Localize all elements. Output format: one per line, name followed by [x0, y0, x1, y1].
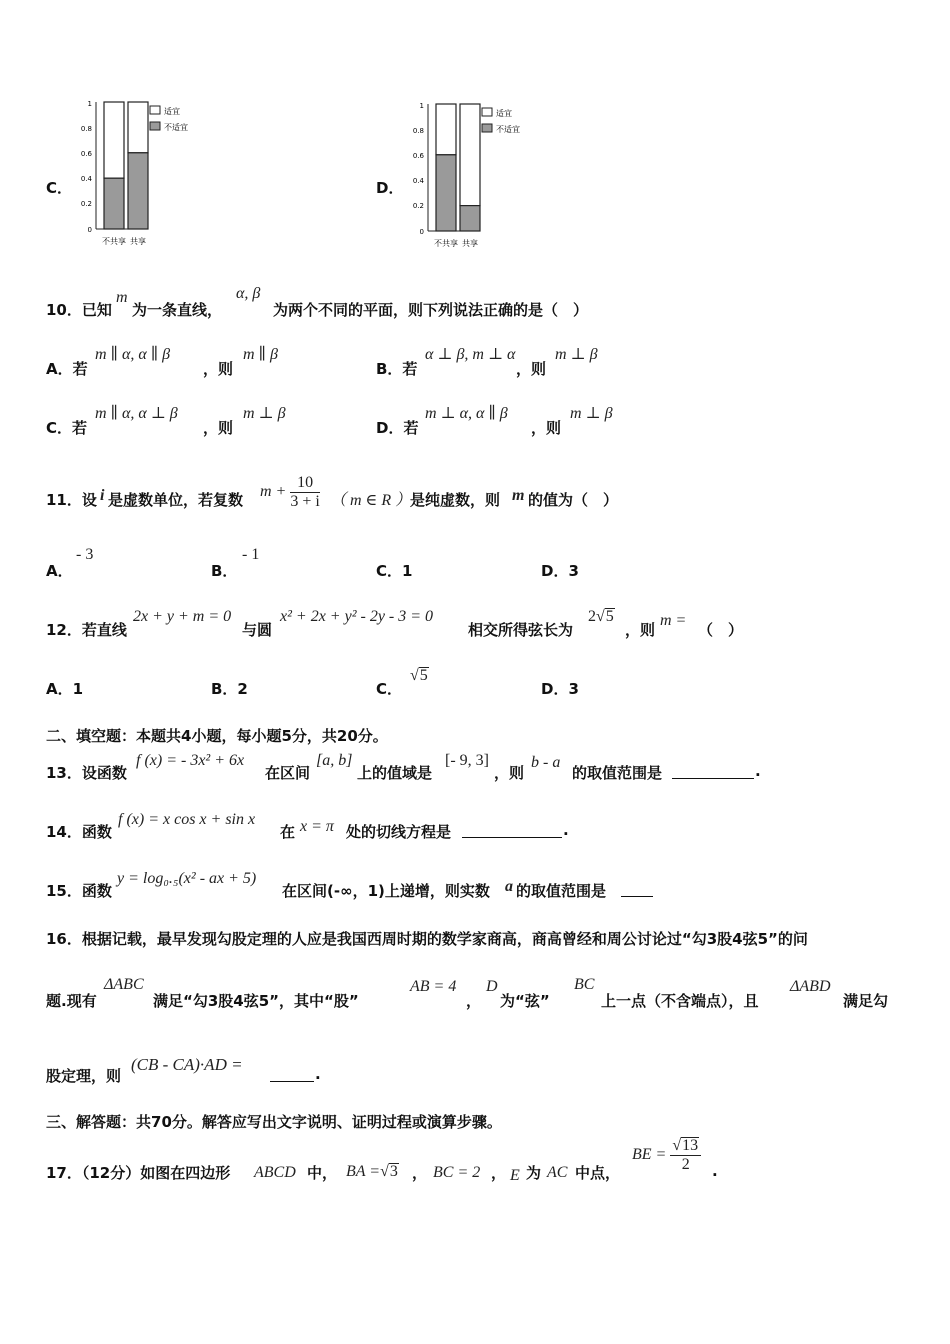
q10-c-res: m ⊥ β	[243, 405, 286, 422]
q13-interval: [a, b]	[316, 752, 353, 769]
q13-text-3: ，则	[494, 764, 525, 782]
q15-prefix: 15．函数	[46, 882, 112, 900]
q16-answer-blank[interactable]	[270, 1065, 314, 1082]
q14-func: f (x) = x cos x + sin x	[118, 811, 256, 828]
section-2-title: 二、填空题：本题共4小题，每小题5分，共20分。	[46, 727, 388, 745]
legend-no: 不适宜	[164, 123, 188, 132]
q11-fraction	[290, 474, 319, 511]
q12-line-eq: 2x + y + m = 0	[133, 608, 232, 625]
tick-label: 1	[87, 100, 92, 108]
bar-bottom	[460, 206, 480, 231]
section-3-title: 三、解答题：共70分。解答应写出文字说明、证明过程或演算步骤。	[46, 1113, 502, 1131]
q16-text-a: 题.现有	[46, 992, 97, 1010]
q15-var-a: a	[505, 878, 513, 895]
q12-a-label: A．1	[46, 680, 84, 698]
q12-m-eq: m =	[660, 612, 687, 629]
bar-top	[436, 104, 456, 155]
q10-b-then: ，则	[516, 360, 547, 378]
q14-prefix: 14．函数	[46, 823, 112, 841]
q17-bc: BC = 2	[433, 1164, 481, 1181]
q11-expr	[260, 474, 320, 511]
bar-bottom	[436, 155, 456, 231]
q12-circle-eq: x² + 2x + y² - 2y - 3 = 0	[280, 608, 434, 625]
bar-top	[104, 102, 124, 178]
q13-expr: b - a	[531, 754, 561, 771]
q14-answer-blank[interactable]	[462, 821, 562, 838]
q16-text-g: 股定理，则	[46, 1067, 122, 1085]
chart-d	[410, 96, 540, 256]
q13-text-2: 上的值域是	[357, 764, 433, 782]
q17-ac: AC	[547, 1164, 568, 1181]
tick-label: 0	[87, 226, 92, 234]
q17-text-5: 中点，	[575, 1164, 621, 1182]
x-cat-1: 不共享	[434, 239, 458, 248]
q17-text-2: ，	[412, 1164, 428, 1182]
q15-func: y = log₀.₅(x² - ax + 5)	[117, 870, 257, 887]
tick-label: 0.4	[80, 175, 92, 183]
q10-c-then: ，则	[203, 419, 234, 437]
tick-label: 0.6	[412, 152, 424, 160]
q10-a-then: ，则	[203, 360, 234, 378]
q17-ba-label: BA =	[346, 1163, 381, 1180]
q14-text-1: 在	[280, 823, 296, 841]
tick-label: 0.8	[80, 125, 92, 133]
q10-c-label: C．若	[46, 419, 88, 437]
x-cat-2: 共享	[130, 237, 146, 246]
q11-var-m: m	[512, 487, 525, 504]
q10-var-ab: α, β	[236, 285, 261, 302]
tick-label: 1	[419, 102, 424, 110]
legend-yes: 适宜	[164, 107, 180, 116]
q17-end: .	[712, 1162, 718, 1180]
bar-bottom	[104, 178, 124, 229]
q16-text-f: 满足勾	[843, 992, 889, 1010]
q11-text-2: 是纯虚数，则	[410, 491, 501, 509]
q16-ab4: AB = 4	[410, 978, 457, 995]
q11-c-label: C．1	[376, 562, 413, 580]
q16-expr: (CB - CA)·AD =	[131, 1055, 243, 1074]
q10-d-label: D．若	[376, 419, 419, 437]
q11-var-i: i	[100, 487, 105, 504]
q11-m-plus: m +	[260, 483, 287, 501]
q17-be-den: 2	[681, 1156, 690, 1173]
q12-chord-rad: 5	[605, 608, 614, 625]
tick-label: 0.4	[412, 177, 424, 185]
q16-var-d: D	[486, 978, 498, 995]
q11-prefix: 11．设	[46, 491, 97, 509]
option-d-label: D．	[376, 179, 404, 197]
q12-d-label: D．3	[541, 680, 579, 698]
q12-text-2: 相交所得弦长为	[468, 621, 574, 639]
q17-abcd: ABCD	[254, 1164, 296, 1181]
q17-text-1: 中，	[307, 1164, 338, 1182]
q10-d-res: m ⊥ β	[570, 405, 613, 422]
q12-chord-coef: 2	[588, 608, 596, 625]
tick-label: 0	[419, 228, 424, 236]
q16-line-1: 16．根据记载，最早发现勾股定理的人应是我国西周时期的数学家商高，商高曾经和周公讨论过“勾3股4弦5”的问	[46, 930, 808, 948]
q13-text-1: 在区间	[265, 764, 311, 782]
q10-b-cond: α ⊥ β, m ⊥ α	[425, 346, 516, 363]
q10-a-label: A．若	[46, 360, 88, 378]
q11-frac-den: 3 + i	[290, 493, 320, 510]
q16-end: .	[315, 1065, 321, 1083]
bar-top	[128, 102, 148, 153]
q10-text-1: 为一条直线，	[132, 301, 223, 319]
q10-var-m: m	[116, 289, 128, 306]
q17-be-num: √13	[670, 1137, 701, 1156]
q10-d-then: ，则	[531, 419, 562, 437]
q17-ba: BA =√3	[346, 1163, 398, 1180]
q17-be-label: BE =	[632, 1146, 667, 1164]
q11-text-3: 的值为（ ）	[528, 491, 619, 509]
q12-c-val: √5	[410, 667, 428, 684]
q13-answer-blank[interactable]	[672, 762, 754, 779]
q14-text-2: 处的切线方程是	[346, 823, 452, 841]
q15-text-1: 在区间(-∞，1)上递增，则实数	[282, 882, 490, 900]
q11-text-1: 是虚数单位，若复数	[108, 491, 244, 509]
q10-prefix: 10．已知	[46, 301, 112, 319]
q12-c-label: C．	[376, 680, 403, 698]
q17-be	[632, 1137, 701, 1174]
chart-c	[78, 94, 208, 254]
q16-text-b: 满足“勾3股4弦5”，其中“股”	[153, 992, 359, 1010]
q13-text-4: 的取值范围是	[572, 764, 663, 782]
q16-tri-abd: ΔABD	[790, 978, 831, 995]
q11-d-label: D．3	[541, 562, 579, 580]
q15-answer-blank[interactable]	[621, 880, 653, 897]
q10-b-label: B．若	[376, 360, 418, 378]
q12-prefix: 12．若直线	[46, 621, 127, 639]
q17-prefix: 17．（12分）如图在四边形	[46, 1164, 231, 1182]
option-c-label: C．	[46, 179, 73, 197]
q14-x: x = π	[300, 818, 334, 835]
q16-text-e: 上一点（不含端点），且	[601, 992, 759, 1010]
tick-label: 0.2	[412, 202, 424, 210]
bar-bottom	[128, 153, 148, 229]
q10-a-res: m ∥ β	[243, 346, 278, 363]
q11-a-val: - 3	[76, 546, 94, 563]
q17-be-frac	[670, 1137, 701, 1174]
q12-text-1: 与圆	[242, 621, 273, 639]
q17-text-3: ，	[491, 1164, 507, 1182]
q13-func: f (x) = - 3x² + 6x	[136, 752, 245, 769]
q14-end: .	[563, 821, 569, 839]
q10-d-cond: m ⊥ α, α ∥ β	[425, 405, 508, 422]
tick-label: 0.2	[80, 200, 92, 208]
q13-range: [- 9, 3]	[445, 752, 489, 769]
q10-c-cond: m ∥ α, α ⊥ β	[95, 405, 178, 422]
q10-a-cond: m ∥ α, α ∥ β	[95, 346, 171, 363]
q17-be-rad: 13	[682, 1137, 699, 1154]
q10-b-res: m ⊥ β	[555, 346, 598, 363]
x-cat-1: 不共享	[102, 237, 126, 246]
q17-ba-rad: 3	[389, 1163, 398, 1180]
q11-cond: （ m ∈ R ）	[330, 492, 412, 509]
q12-b-label: B．2	[211, 680, 248, 698]
q16-text-d: 为“弦”	[500, 992, 550, 1010]
q16-bc: BC	[574, 976, 595, 993]
q15-text-2: 的取值范围是	[516, 882, 607, 900]
q11-b-val: - 1	[242, 546, 260, 563]
q12-chord: 2√5	[588, 608, 614, 625]
q10-text-2: 为两个不同的平面，则下列说法正确的是（ ）	[273, 301, 589, 319]
q16-tri-abc: ΔABC	[104, 976, 144, 993]
q11-a-label: A．	[46, 562, 73, 580]
legend-yes: 适宜	[496, 109, 512, 118]
tick-label: 0.8	[412, 127, 424, 135]
q12-c-rad: 5	[419, 667, 428, 684]
q13-end: .	[755, 762, 761, 780]
legend-no: 不适宜	[496, 125, 520, 134]
q17-e: E	[510, 1167, 520, 1184]
q11-b-label: B．	[211, 562, 238, 580]
q12-text-4: （ ）	[698, 621, 744, 639]
q13-prefix: 13．设函数	[46, 764, 127, 782]
q12-text-3: ，则	[625, 621, 656, 639]
q17-text-4: 为	[526, 1164, 542, 1182]
x-cat-2: 共享	[462, 239, 478, 248]
q11-frac-num: 10	[290, 474, 319, 493]
q16-text-c: ，	[466, 992, 482, 1010]
tick-label: 0.6	[80, 150, 92, 158]
bar-top	[460, 104, 480, 206]
